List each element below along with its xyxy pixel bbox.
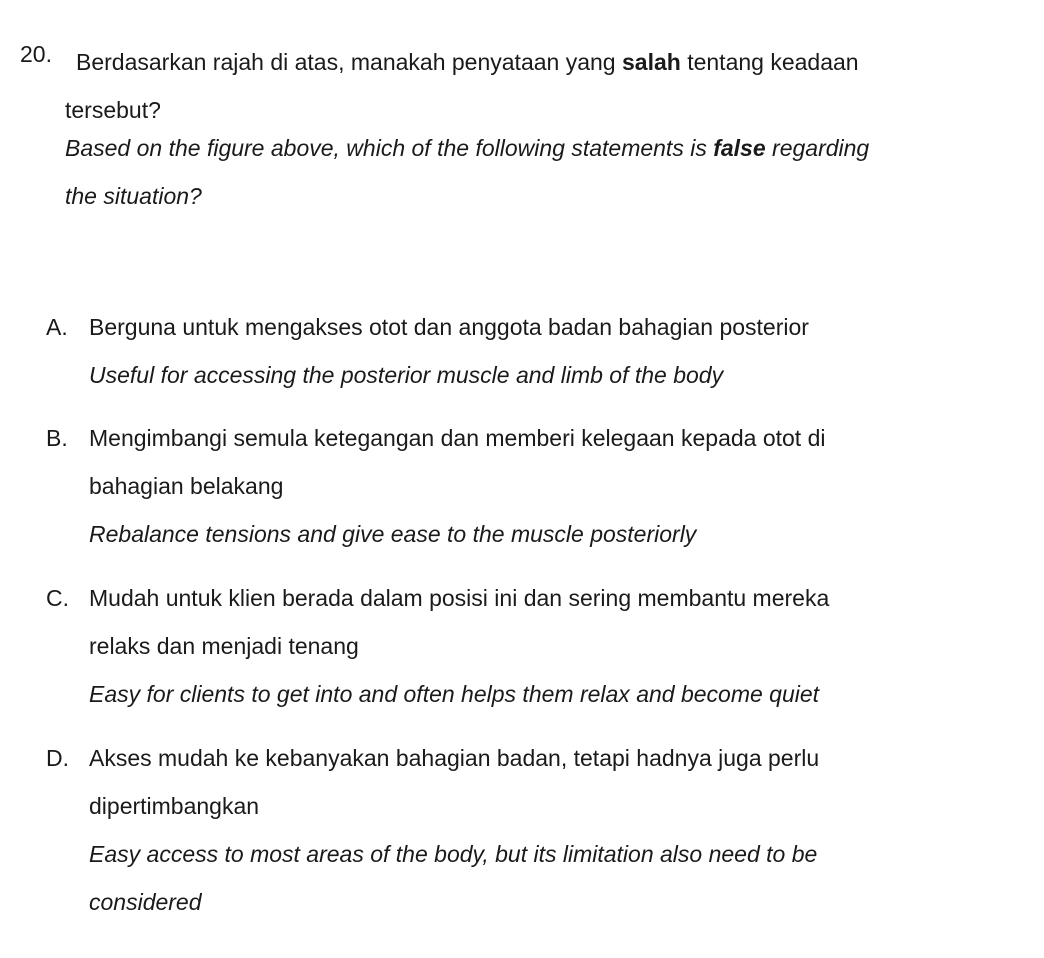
stem-ms-line2: tersebut? <box>65 97 161 123</box>
option-text-malay: dipertimbangkan <box>89 793 260 819</box>
option-text-english: Useful for accessing the posterior muscle and limb of the body <box>89 362 724 388</box>
stem-ms-text-end: tentang keadaan <box>687 49 859 75</box>
option-text-malay: Berguna untuk mengakses otot dan anggota badan bahagian posterior <box>89 314 809 340</box>
question-stem-malay <box>65 38 1020 134</box>
question-stem-english <box>65 124 1027 220</box>
option-letter: B. <box>46 425 68 451</box>
option-text-malay: Akses mudah ke kebanyakan bahagian badan, tetapi hadnya juga perlu <box>89 745 820 771</box>
option-text-english: Easy for clients to get into and often helps them relax and become quiet <box>89 681 820 707</box>
stem-en-emphasis: false <box>713 135 766 161</box>
stem-en-line2: the situation? <box>65 183 202 209</box>
option-text-malay: bahagian belakang <box>89 473 284 499</box>
option-letter: A. <box>46 314 68 340</box>
option-letter: C. <box>46 585 69 611</box>
option-text-english: Easy access to most areas of the body, but its limitation also need to be <box>89 841 818 867</box>
option-text-malay: Mengimbangi semula ketegangan dan memberi kelegaan kepada otot di <box>89 425 826 451</box>
option-text-malay: Mudah untuk klien berada dalam posisi ini dan sering membantu mereka <box>89 585 830 611</box>
stem-en-text: Based on the figure above, which of the following statements is <box>65 135 707 161</box>
option-text-english: Rebalance tensions and give ease to the muscle posteriorly <box>89 521 697 547</box>
question-number: 20. <box>20 41 52 67</box>
option-letter: D. <box>46 745 69 771</box>
stem-ms-text: Berdasarkan rajah di atas, manakah penyataan yang <box>76 49 616 75</box>
stem-en-text-end: regarding <box>772 135 870 161</box>
option-text-malay: relaks dan menjadi tenang <box>89 633 359 659</box>
option-text-english: considered <box>89 889 202 915</box>
stem-ms-emphasis: salah <box>621 49 681 75</box>
